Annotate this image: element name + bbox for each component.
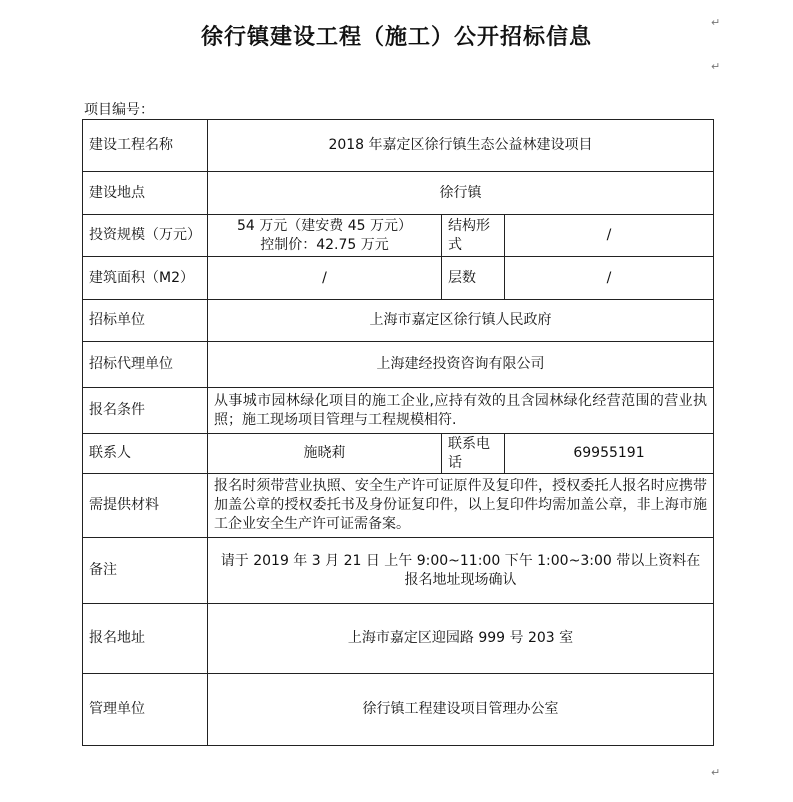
row-address xyxy=(83,604,714,674)
row-project-name xyxy=(83,120,714,172)
floors-value: / xyxy=(505,257,714,300)
investment-value-line2: 控制价：42.75 万元 xyxy=(260,236,389,253)
project-name-label: 建设工程名称 xyxy=(83,120,208,172)
conditions-value: 从事城市园林绿化项目的施工企业,应持有效的且含园林绿化经营范围的营业执照；施工现场项目管理与工程规模相符. xyxy=(208,388,714,434)
row-materials xyxy=(83,474,714,538)
page-title: 徐行镇建设工程（施工）公开招标信息 xyxy=(200,24,592,50)
floors-label: 层数 xyxy=(442,257,505,300)
manager-label: 管理单位 xyxy=(83,674,208,746)
row-remark xyxy=(83,538,714,604)
structure-label: 结构形式 xyxy=(442,215,505,257)
remark-value: 请于 2019 年 3 月 21 日 上午 9:00~11:00 下午 1:00~3:00 带以上资料在报名地址现场确认 xyxy=(208,538,714,604)
materials-value: 报名时须带营业执照、安全生产许可证原件及复印件，授权委托人报名时应携带加盖公章的授权委托书及身份证复印件，以上复印件均需加盖公章，非上海市施工企业安全生产许可证需备案。 xyxy=(208,474,714,538)
location-value: 徐行镇 xyxy=(208,172,714,215)
manager-value: 徐行镇工程建设项目管理办公室 xyxy=(208,674,714,746)
tender-info-table xyxy=(82,119,714,746)
project-name-value: 2018 年嘉定区徐行镇生态公益林建设项目 xyxy=(208,120,714,172)
address-label: 报名地址 xyxy=(83,604,208,674)
project-number-label: 项目编号： xyxy=(84,102,154,118)
location-label: 建设地点 xyxy=(83,172,208,215)
address-value: 上海市嘉定区迎园路 999 号 203 室 xyxy=(208,604,714,674)
contact-label: 联系人 xyxy=(83,434,208,474)
paragraph-mark: ↵ xyxy=(711,60,721,73)
paragraph-mark: ↵ xyxy=(711,16,721,29)
row-manager xyxy=(83,674,714,746)
row-investment xyxy=(83,215,714,257)
paragraph-mark: ↵ xyxy=(711,766,721,779)
row-tenderer xyxy=(83,300,714,342)
investment-value-line1: 54 万元（建安费 45 万元） xyxy=(237,217,412,234)
area-label: 建筑面积（M2） xyxy=(83,257,208,300)
remark-label: 备注 xyxy=(83,538,208,604)
tenderer-value: 上海市嘉定区徐行镇人民政府 xyxy=(208,300,714,342)
row-contact xyxy=(83,434,714,474)
contact-value: 施晓莉 xyxy=(208,434,442,474)
materials-label: 需提供材料 xyxy=(83,474,208,538)
investment-label: 投资规模（万元） xyxy=(83,215,208,257)
row-agent xyxy=(83,342,714,388)
row-conditions xyxy=(83,388,714,434)
structure-value: / xyxy=(505,215,714,257)
phone-label: 联系电话 xyxy=(442,434,505,474)
agent-label: 招标代理单位 xyxy=(83,342,208,388)
tenderer-label: 招标单位 xyxy=(83,300,208,342)
investment-value xyxy=(208,215,442,257)
conditions-label: 报名条件 xyxy=(83,388,208,434)
area-value: / xyxy=(208,257,442,300)
row-location xyxy=(83,172,714,215)
agent-value: 上海建经投资咨询有限公司 xyxy=(208,342,714,388)
row-area xyxy=(83,257,714,300)
phone-value: 69955191 xyxy=(505,434,714,474)
